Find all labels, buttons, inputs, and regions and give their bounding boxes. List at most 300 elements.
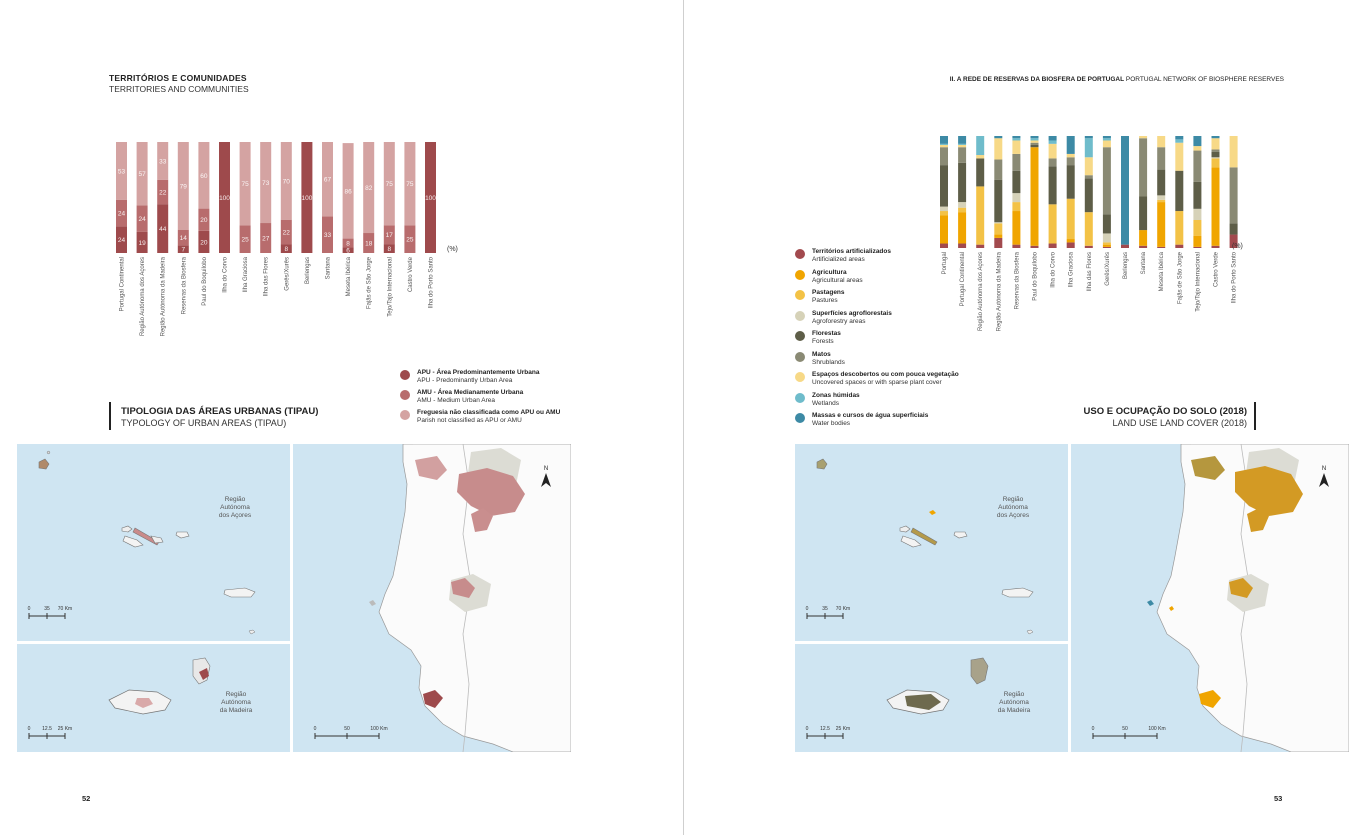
azores-label-line2: Autónoma [220, 504, 250, 511]
legend-item [795, 248, 891, 264]
bar-segment-agriculture [1212, 167, 1220, 245]
bar-segment-forests [1230, 223, 1238, 234]
bar-segment-water [1085, 136, 1093, 138]
legend-swatch [400, 410, 410, 420]
legend-label-pt: Superfícies agroflorestais [812, 309, 892, 317]
bar-segment-uncovered [1230, 136, 1238, 167]
category-label: Paul do Boquilobo [1032, 252, 1039, 301]
scale-label-0: 0 [1091, 726, 1095, 732]
data-label: 25 [406, 236, 414, 244]
scale-label-0: 0 [27, 606, 31, 612]
bar-segment-wetlands [1175, 139, 1183, 142]
data-label: 100 [219, 195, 230, 202]
right-section-subtitle: LAND USE LAND COVER (2018) [1112, 418, 1247, 428]
bar-segment-water [940, 136, 948, 144]
bar-segment-forests [1175, 171, 1183, 211]
madeira-label-line3: da Madeira [997, 707, 1031, 714]
legend-label-en: Agroforestry areas [812, 317, 866, 325]
legend-label-pt: Espaços descobertos ou com pouca vegetação [812, 371, 959, 378]
legend-label [417, 409, 560, 425]
data-label: 18 [365, 240, 373, 248]
category-label: Santana [325, 257, 332, 280]
category-label: Berlengas [1123, 252, 1129, 280]
legend-label-pt: Massas e cursos de água superficiais [812, 412, 929, 419]
left-page-number: 52 [82, 794, 91, 803]
bar-segment-water [994, 136, 1002, 138]
data-label: 57 [138, 171, 146, 179]
scale-label-2: 100 Km [1148, 726, 1166, 732]
bar-segment-shrublands [1067, 157, 1075, 165]
madeira-label-line2: Autónoma [999, 699, 1029, 706]
bar-segment-shrublands [1193, 151, 1201, 182]
bar-segment-uncovered [1067, 154, 1075, 157]
bar-segment-uncovered [1193, 146, 1201, 150]
bar-segment-pastures [1212, 158, 1220, 167]
scale-label-0: 0 [805, 726, 809, 732]
legend-label [417, 389, 523, 405]
legend-label-pt: Freguesia não classificada como APU ou AMU [417, 409, 561, 416]
data-label: 6 [346, 247, 350, 255]
data-label: 17 [385, 232, 393, 240]
bar-segment-agriculture [1157, 202, 1165, 247]
bar-segment-uncovered [1103, 140, 1111, 147]
data-label: 14 [179, 234, 187, 242]
legend-label [812, 351, 845, 367]
legend-swatch [795, 311, 805, 321]
legend-label-en: Artificialized areas [812, 256, 865, 263]
legend-swatch [795, 413, 805, 423]
right-section-bar [1254, 402, 1256, 430]
legend-label-en: Water bodies [812, 420, 851, 427]
legend-item [795, 269, 863, 285]
bar-segment-artificial [1067, 242, 1075, 248]
data-label: 22 [159, 189, 167, 197]
data-label: 24 [138, 216, 146, 224]
legend-label-pt: AMU - Área Medianamente Urbana [417, 389, 524, 396]
legend-label-en: Wetlands [812, 399, 839, 407]
bar-segment-agroforestry [1103, 233, 1111, 242]
legend-label-en: Uncovered spaces or with sparse plant cover [812, 379, 942, 386]
category-label: Fajãs de São Jorge [1177, 251, 1184, 305]
category-label: Meseta Ibérica [346, 257, 353, 297]
legend-label-pt: APU - Área Predominantemente Urbana [417, 369, 540, 376]
bar-segment-forests [1212, 152, 1220, 158]
left-section-subtitle: TYPOLOGY OF URBAN AREAS (TIPAU) [121, 418, 287, 428]
bar-segment-agroforestry [1193, 209, 1201, 220]
mainland-map [1071, 444, 1349, 752]
category-label: Ilha das Flores [1086, 252, 1093, 292]
madeira-label-line1: Região [1003, 691, 1025, 698]
bar-segment-agriculture [1067, 239, 1075, 242]
scale-label-2: 100 Km [370, 726, 388, 732]
scale-label-1: 12.5 [42, 726, 52, 732]
legend-item [795, 412, 928, 428]
data-label: 60 [200, 172, 208, 180]
legend-label [812, 269, 863, 285]
category-label: Reservas da Biosfera [181, 257, 188, 315]
bar-segment-pastures [1103, 242, 1111, 244]
data-label: 79 [179, 183, 187, 191]
category-label: Portugal Continental [960, 252, 967, 307]
bar-segment-forests [1193, 182, 1201, 209]
north-arrow-label: N [1321, 466, 1327, 472]
bar-segment-artificial [1012, 245, 1020, 248]
bar-segment-artificial [976, 245, 984, 248]
bar-segment-wetlands [1085, 138, 1093, 157]
category-label: Berlengas [304, 257, 311, 285]
bar-segment-uncovered [1012, 140, 1020, 153]
legend-label-en: Shrublands [812, 358, 845, 366]
madeira-map [17, 644, 290, 752]
legend-swatch [795, 352, 805, 362]
data-label: 24 [117, 210, 126, 218]
north-arrow-label: N [543, 466, 549, 472]
data-label: 75 [406, 181, 414, 189]
bar-segment-wetlands [1103, 138, 1111, 140]
bar-segment-water [1103, 136, 1111, 138]
data-label: 8 [284, 246, 289, 254]
right-header-title: II. A REDE DE RESERVAS DA BIOSFERA DE PORTUGAL [949, 76, 1125, 83]
bar-segment-water [958, 136, 966, 144]
azores-map [795, 444, 1068, 641]
bar-segment-shrublands [994, 160, 1002, 180]
data-label: 82 [365, 185, 373, 193]
legend-label [812, 412, 928, 428]
bar-segment-agroforestry [940, 207, 948, 211]
legend-label [417, 369, 539, 385]
category-label: Fajãs de São Jorge [366, 257, 373, 310]
bar-segment-uncovered [1031, 140, 1039, 142]
bar-segment-artificial [1139, 246, 1147, 248]
land-use-chart [934, 130, 1264, 355]
bar-segment-wetlands [1049, 140, 1057, 143]
legend-label [812, 310, 892, 326]
bar-segment-agriculture [994, 235, 1002, 238]
data-label: 24 [117, 237, 126, 245]
bar-segment-pastures [958, 208, 966, 212]
data-label: 44 [159, 226, 167, 234]
bar-segment-shrublands [1049, 158, 1057, 166]
bar-segment-agroforestry [994, 222, 1002, 223]
bar-segment-wetlands [940, 144, 948, 145]
legend-label-en: APU - Predominantly Urban Area [417, 377, 513, 384]
category-label: Tejo/Tajo Internacional [387, 257, 394, 317]
legend-swatch [795, 372, 805, 382]
data-label: 86 [344, 188, 352, 196]
bar-segment-shrublands [1012, 154, 1020, 171]
left-header-title: TERRITÓRIOS E COMUNIDADES [109, 73, 247, 83]
data-label: 70 [282, 178, 290, 186]
bar-segment-forests [1049, 166, 1057, 204]
bar-segment-agroforestry [1212, 157, 1220, 158]
bar-segment-forests [1012, 171, 1020, 193]
data-label: 100 [301, 195, 313, 202]
data-label: 67 [323, 176, 332, 184]
bar-segment-forests [1085, 179, 1093, 213]
legend-label [812, 330, 841, 346]
bar-segment-water [1193, 136, 1201, 146]
bar-segment-uncovered [976, 155, 984, 158]
category-label: Paul do Boquilobo [201, 257, 208, 306]
azores-label-line1: Região [224, 496, 246, 503]
bar-segment-agroforestry [958, 202, 966, 208]
legend-label-pt: Matos [812, 350, 831, 358]
bar-segment-shrublands [940, 147, 948, 165]
bar-segment-pastures [994, 223, 1002, 234]
bar-segment-artificial [1049, 244, 1057, 248]
legend-label-pt: Pastagens [812, 289, 845, 296]
bar-segment-agriculture [958, 212, 966, 243]
left-header-subtitle: TERRITORIES AND COMMUNITIES [109, 84, 249, 94]
category-label: Ilha Graciosa [1068, 252, 1075, 288]
data-label: 8 [387, 246, 392, 254]
bar-segment-wetlands [1031, 138, 1039, 140]
urban-typology-chart [100, 130, 470, 365]
legend-label-pt: Agricultura [812, 268, 847, 276]
legend-swatch [795, 270, 805, 280]
category-label: Região Autónoma dos Açores [140, 257, 147, 337]
mainland-map [293, 444, 571, 752]
legend-label-pt: Florestas [812, 330, 841, 337]
bar-segment-agriculture [1031, 147, 1039, 246]
bar-segment-agriculture [940, 216, 948, 244]
legend-label-en: Agricultural areas [812, 276, 863, 284]
bar-segment-agroforestry [1157, 195, 1165, 199]
bar-segment-wetlands [958, 144, 966, 145]
legend-label-en: Pastures [812, 297, 838, 304]
madeira-label-line3: da Madeira [219, 707, 253, 714]
bar-segment-artificial [1175, 245, 1183, 248]
unit-label: (%) [447, 246, 458, 253]
bar-segment-forests [1157, 170, 1165, 196]
bar-segment-pastures [1157, 200, 1165, 202]
legend-label-en: Parish not classified as APU or AMU [417, 417, 522, 424]
data-label: 22 [282, 229, 290, 237]
category-label: Gerês/Xurês [1104, 252, 1111, 286]
bar-segment-water [1012, 136, 1020, 138]
right-page-number: 53 [1274, 794, 1283, 803]
bar-segment-forests [976, 158, 984, 186]
madeira-label-line1: Região [225, 691, 247, 698]
legend-swatch [400, 390, 410, 400]
bar-segment-uncovered [940, 145, 948, 147]
scale-label-1: 50 [344, 726, 350, 732]
left-section-bar [109, 402, 111, 430]
bar-segment-pastures [976, 186, 984, 244]
bar-segment-shrublands [1085, 175, 1093, 178]
category-label: Região Autónoma da Madeira [160, 257, 167, 337]
legend-swatch [795, 249, 805, 259]
madeira-map [795, 644, 1068, 752]
bar-segment-wetlands [1012, 138, 1020, 140]
bar-segment-water [1049, 136, 1057, 140]
bar-segment-water [1175, 136, 1183, 139]
bar-segment-pastures [940, 211, 948, 215]
category-label: Castro Verde [407, 257, 414, 293]
scale-label-2: 25 Km [57, 726, 73, 732]
category-label: Castro Verde [1213, 252, 1220, 288]
left-section-title: TIPOLOGIA DAS ÁREAS URBANAS (TIPAU) [121, 406, 319, 417]
bar-segment-artificial [994, 238, 1002, 248]
data-label: 33 [159, 158, 167, 166]
bar-segment-water [1212, 136, 1220, 138]
bar-segment-forests [940, 165, 948, 206]
scale-label-1: 35 [822, 606, 828, 612]
legend-item [400, 369, 539, 385]
bar-segment-pastures [1067, 199, 1075, 239]
azores-label-line2: Autónoma [998, 504, 1028, 511]
right-page [684, 0, 1366, 835]
bar-segment-agriculture [1139, 230, 1147, 246]
scale-label-1: 50 [1122, 726, 1128, 732]
legend-item [795, 392, 860, 408]
bar-segment-water [1121, 136, 1129, 245]
data-label: 75 [241, 181, 249, 189]
bar-segment-artificial [1212, 246, 1220, 248]
legend-item [795, 289, 845, 305]
bar-segment-uncovered [994, 138, 1002, 159]
category-label: Tejo/Tajo Internacional [1195, 252, 1202, 312]
data-label: 20 [200, 239, 208, 247]
bar-segment-forests [1067, 165, 1075, 199]
bar-segment-shrublands [1230, 167, 1238, 223]
bar-segment-agriculture [1012, 211, 1020, 245]
data-label: 33 [323, 232, 332, 240]
bar-segment-water [1067, 136, 1075, 154]
legend-swatch [795, 290, 805, 300]
scale-label-1: 35 [44, 606, 50, 612]
data-label: 100 [425, 195, 436, 202]
legend-swatch [795, 393, 805, 403]
bar-segment-artificial [1121, 245, 1129, 248]
category-label: Ilha Graciosa [243, 257, 250, 293]
legend-item [795, 310, 892, 326]
bar-segment-forests [1139, 196, 1147, 230]
bar-segment-pastures [1049, 204, 1057, 243]
bar-segment-agriculture [1193, 236, 1201, 247]
legend-label-en: Forests [812, 338, 834, 345]
bar-segment-forests [1103, 214, 1111, 233]
category-label: Portugal [942, 252, 948, 275]
category-label: Santana [1141, 252, 1148, 275]
bar-segment-forests [1031, 145, 1039, 147]
bar-segment-artificial [1157, 247, 1165, 248]
bar-segment-water [1031, 136, 1039, 138]
bar-segment-uncovered [958, 145, 966, 147]
bar-segment-artificial [940, 244, 948, 248]
scale-label-0: 0 [27, 726, 31, 732]
bar-segment-uncovered [1139, 136, 1147, 138]
legend-label [812, 392, 860, 408]
bar-segment-artificial [1103, 247, 1111, 248]
right-section-title: USO E OCUPAÇÃO DO SOLO (2018) [1083, 406, 1247, 417]
madeira-label-line2: Autónoma [221, 699, 251, 706]
bar-segment-pastures [1175, 211, 1183, 245]
data-label: 20 [200, 217, 208, 225]
bar-segment-shrublands [1139, 138, 1147, 196]
category-label: Gerês/Xurês [284, 257, 291, 291]
unit-label: (%) [1232, 243, 1243, 250]
legend-label-pt: Territórios artificializados [812, 248, 891, 255]
bar-segment-pastures [1193, 220, 1201, 236]
bar-segment-artificial [958, 244, 966, 248]
data-label: 8 [346, 240, 350, 248]
bar-segment-agroforestry [1012, 193, 1020, 202]
legend-label [812, 248, 891, 264]
legend-item [795, 351, 845, 367]
category-label: Ilha do Porto Santo [1231, 252, 1238, 304]
category-label: Portugal Continental [119, 257, 126, 312]
scale-label-2: 70 Km [57, 606, 73, 612]
category-label: Região Autónoma dos Açores [978, 252, 985, 332]
legend-label [812, 371, 959, 387]
category-label: Região Autónoma da Madeira [996, 252, 1003, 332]
legend-swatch [400, 370, 410, 380]
bar-segment-shrublands [1031, 143, 1039, 145]
category-label: Ilha do Corvo [1050, 252, 1057, 288]
right-header [950, 76, 1284, 83]
scale-label-0: 0 [805, 606, 809, 612]
data-label: 27 [262, 235, 270, 243]
legend-item [400, 409, 560, 425]
data-label: 19 [138, 239, 146, 247]
scale-label-2: 25 Km [835, 726, 851, 732]
legend-swatch [795, 331, 805, 341]
bar-segment-shrublands [1103, 147, 1111, 214]
data-label: 7 [181, 246, 186, 254]
bar-segment-uncovered [1157, 136, 1165, 147]
category-label: Ilha do Porto Santo [428, 257, 435, 309]
scale-label-2: 70 Km [835, 606, 851, 612]
bar-segment-pastures [1012, 202, 1020, 211]
scale-label-1: 12.5 [820, 726, 830, 732]
bar-segment-uncovered [1212, 138, 1220, 149]
azores-label-line3: dos Açores [996, 512, 1030, 519]
azores-label-line3: dos Açores [218, 512, 252, 519]
bar-segment-wetlands [976, 136, 984, 155]
data-label: 25 [241, 236, 249, 244]
legend-label [812, 289, 845, 305]
category-label: Ilha do Corvo [222, 257, 229, 293]
azores-map [17, 444, 290, 641]
legend-label-en: AMU - Medium Urban Area [417, 397, 496, 404]
bar-segment-shrublands [1157, 147, 1165, 169]
bar-segment-artificial [1031, 246, 1039, 248]
bar-segment-shrublands [1212, 149, 1220, 151]
azores-label-line1: Região [1002, 496, 1024, 503]
category-label: Ilha das Flores [263, 257, 270, 297]
data-label: 73 [262, 180, 270, 188]
bar-segment-uncovered [1175, 143, 1183, 171]
bar-segment-artificial [1193, 247, 1201, 248]
bar-segment-agriculture [1103, 245, 1111, 247]
bar-segment-uncovered [1049, 144, 1057, 159]
right-header-subtitle: PORTUGAL NETWORK OF BIOSPHERE RESERVES [1125, 76, 1284, 83]
bar-segment-shrublands [958, 147, 966, 163]
legend-item [400, 389, 523, 405]
legend-item [795, 330, 841, 346]
bar-segment-forests [958, 163, 966, 202]
legend-item [795, 371, 959, 387]
scale-label-0: 0 [313, 726, 317, 732]
bar-segment-artificial [1085, 246, 1093, 248]
data-label: 53 [117, 168, 126, 176]
category-label: Meseta Ibérica [1159, 252, 1166, 292]
bar-segment-pastures [1085, 212, 1093, 246]
data-label: 75 [385, 181, 393, 189]
bar-segment-uncovered [1085, 157, 1093, 175]
category-label: Reservas da Biosfera [1014, 252, 1021, 310]
